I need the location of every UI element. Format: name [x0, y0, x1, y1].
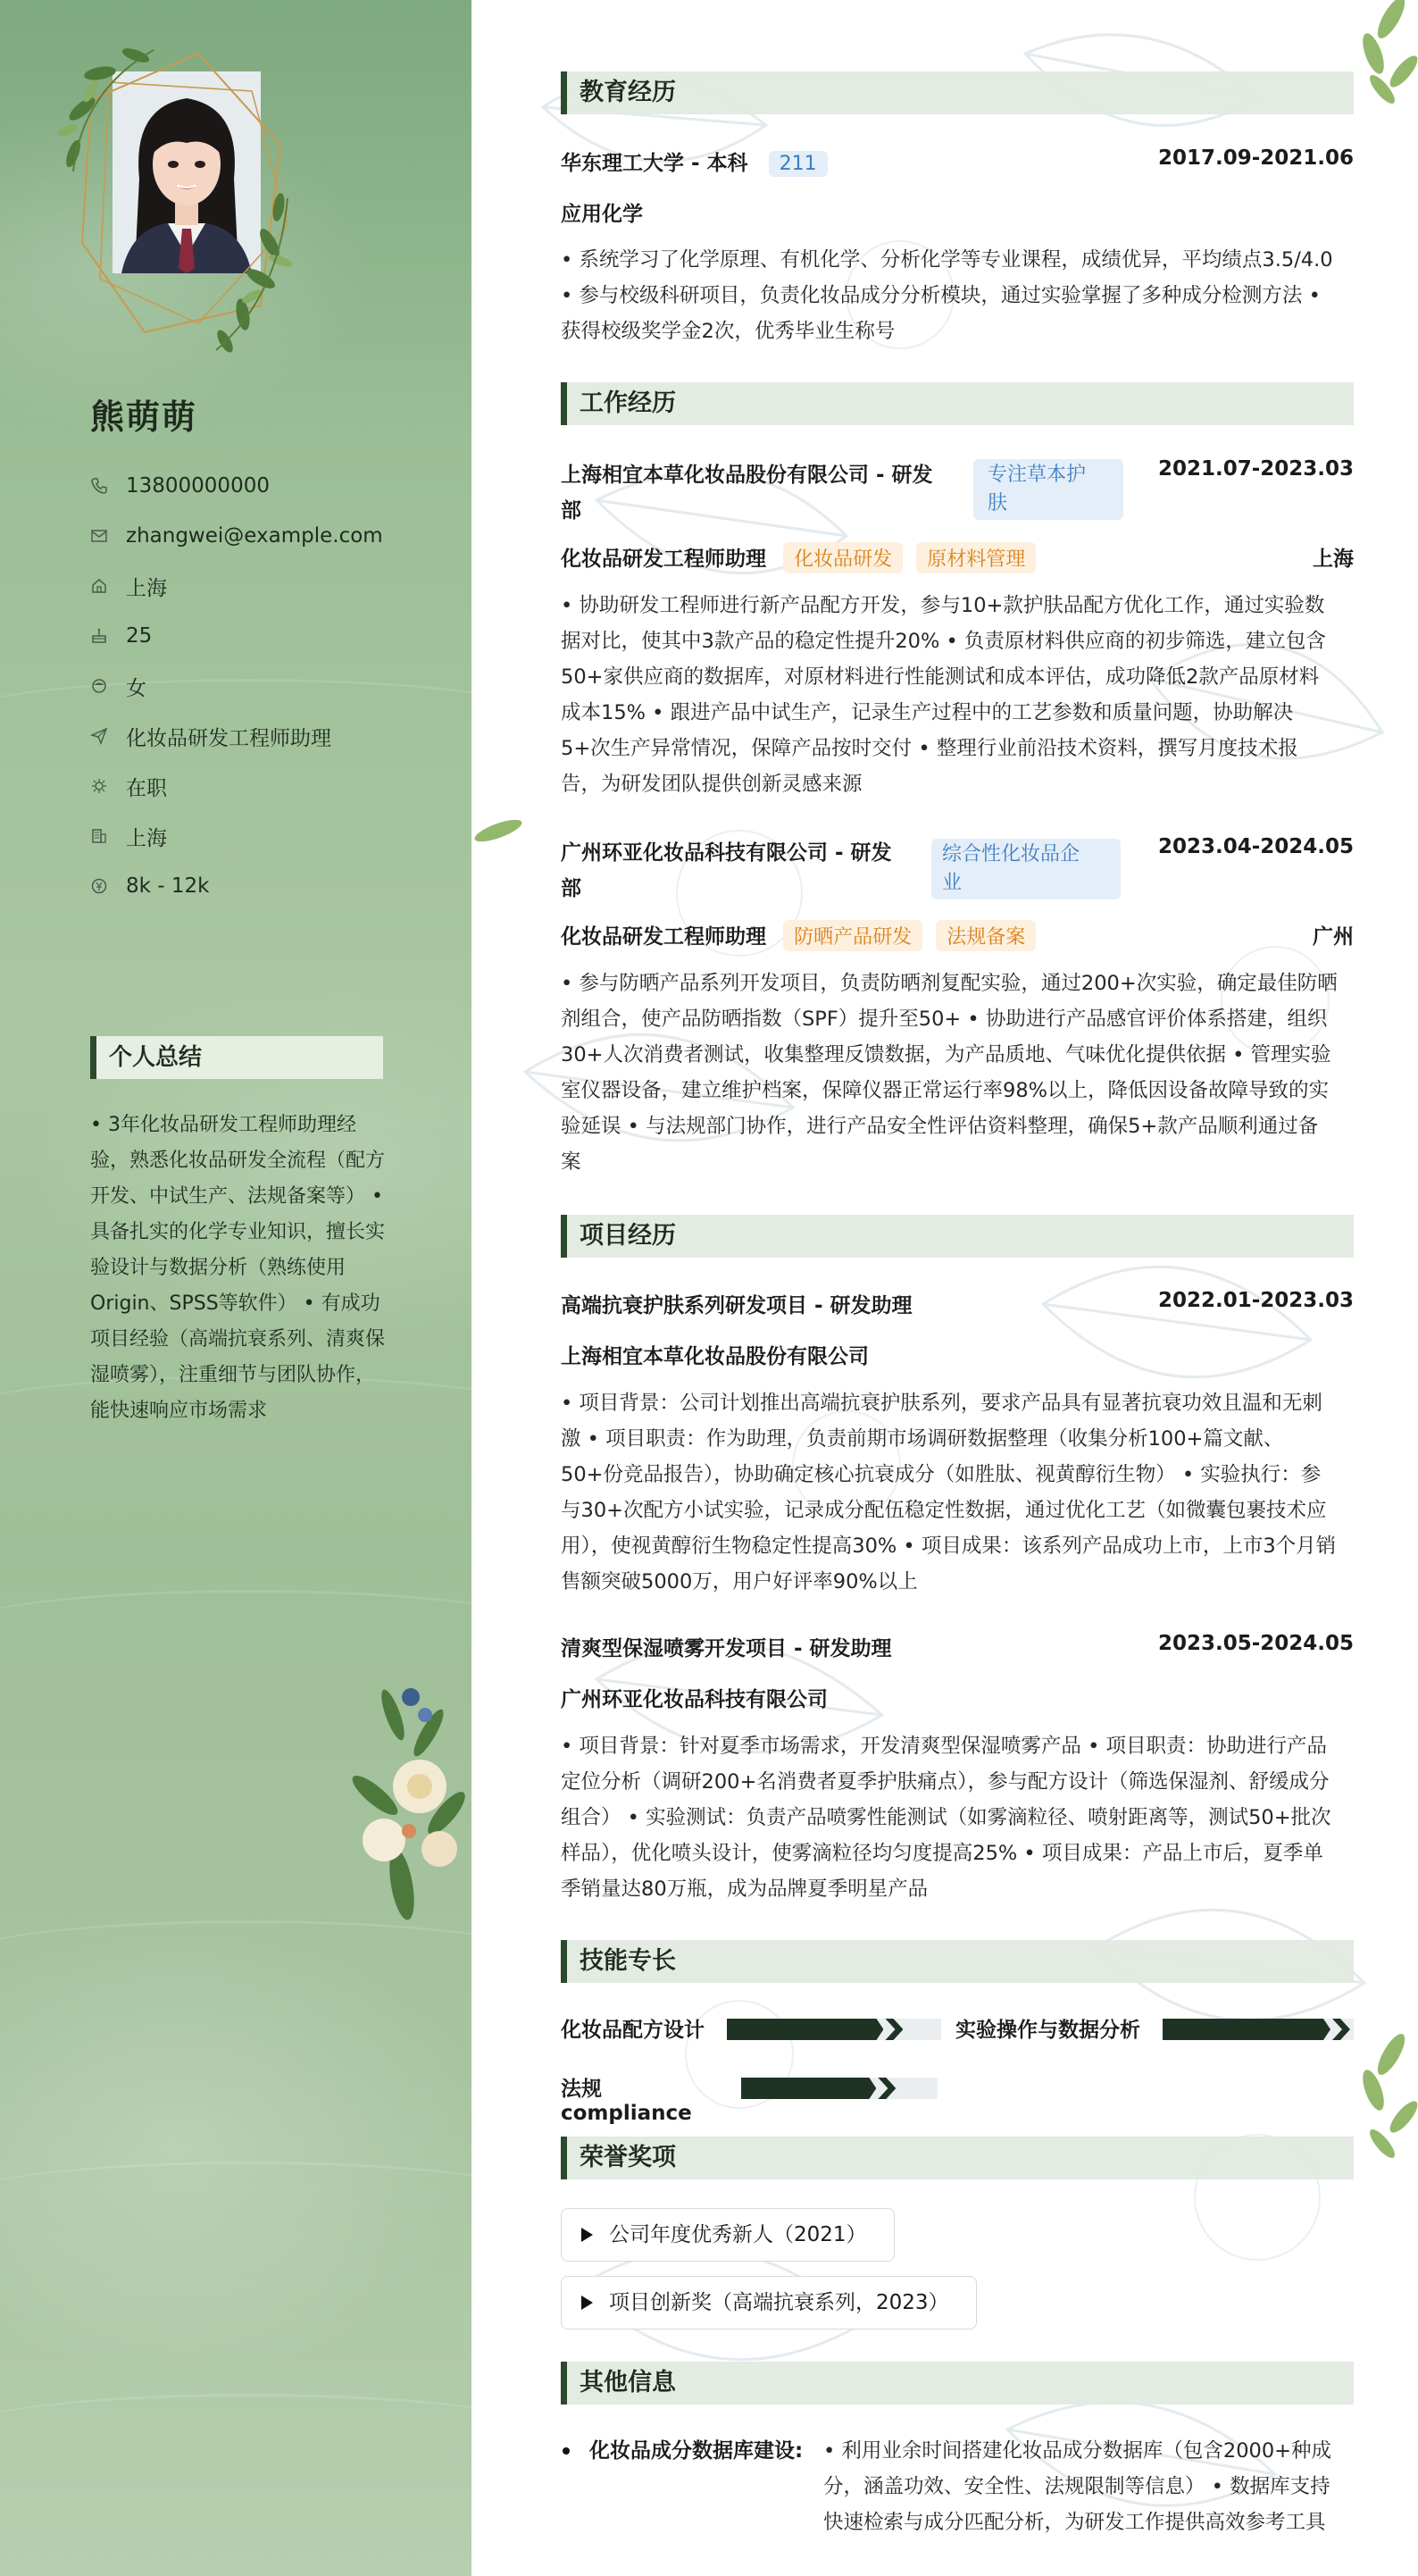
contact-text: 13800000000: [126, 474, 270, 498]
contact-text: 上海: [126, 576, 167, 600]
school-tag: 211: [769, 151, 828, 177]
contact-salary: [90, 861, 383, 911]
water-ripple: [0, 1590, 471, 1670]
home-icon: [90, 577, 108, 595]
salary-icon: [90, 877, 108, 895]
section-title-honors: 荣誉奖项: [561, 2137, 1354, 2179]
work-role-row: [561, 542, 1354, 573]
skill-bar-fill: [727, 2019, 883, 2040]
water-ripple: [0, 2394, 471, 2474]
other-info-label: 化妆品成分数据库建设:: [589, 2439, 804, 2463]
contact-status: [90, 761, 383, 811]
water-ripple: [0, 2162, 471, 2242]
contact-email: [90, 511, 383, 561]
wreath-icon: [46, 38, 314, 359]
summary-title: 个人总结: [90, 1036, 383, 1079]
company-name-line: 上海相宜本草化妆品股份有限公司 - 研发: [561, 464, 933, 487]
company-tag-line: 综合性化妆品企: [942, 843, 1080, 866]
profile-photo-frame: [46, 38, 314, 359]
skill-name: 化妆品配方设计: [561, 2019, 705, 2042]
education-description: • 系统学习了化学原理、有机化学、分析化学等专业课程，成绩优异，平均绩点3.5/4.0 • 参与校级科研项目，负责化妆品成分分析模块，通过实验掌握了多种成分检测方法 • 获得校级奖学金2次，优秀毕业生称号: [561, 248, 1333, 343]
job-role: 化妆品研发工程师助理: [561, 548, 766, 571]
skill-name: 实验操作与数据分析: [955, 2019, 1140, 2042]
project-name: 清爽型保湿喷雾开发项目 - 研发助理: [561, 1637, 892, 1660]
education-header: [561, 146, 1354, 177]
mail-icon: [90, 527, 108, 545]
skill-tag: 原材料管理: [916, 542, 1036, 573]
company-tag-line: 肤: [988, 492, 1008, 514]
section-title-education: 教育经历: [561, 71, 1354, 114]
contact-city: [90, 811, 383, 861]
company-tag-line: 业: [942, 872, 963, 894]
contact-text: 在职: [126, 776, 167, 800]
project-description: • 项目背景：公司计划推出高端抗衰护肤系列，要求产品具有显著抗衰功效且温和无刺激 • 项目职责：作为助理，负责前期市场调研数据整理（收集分析100+篇文献、50+份竞品报告），协助确定核心抗衰成分（如胜肽、视黄醇衍生物） • 实验执行：参与30+次配方小试实验，记录成分配伍稳定性数据，通过优化工艺（如微囊包裹技术应用），使视黄醇衍生物稳定性提高30% • 项目成果：该系列产品成功上市，上市3个月销售额突破5000万，用户好评率90%以上: [561, 1392, 1337, 1593]
work-item-header: [561, 457, 1354, 529]
contact-list: [90, 461, 383, 911]
other-info-text: • 利用业余时间搭建化妆品成分数据库（包含2000+种成分，涵盖功效、安全性、法规限制等信息） • 数据库支持快速检索与成分匹配分析，为研发工作提供高效参考工具: [823, 2439, 1332, 2534]
project-dates: 2022.01-2023.03: [1157, 1289, 1354, 1312]
cake-icon: [90, 627, 108, 645]
work-dates: 2021.07-2023.03: [1157, 457, 1354, 481]
skill-level-bar: [1163, 2019, 1354, 2040]
work-role-row: [561, 920, 1354, 951]
contact-text: 女: [126, 676, 146, 700]
project-dates: 2023.05-2024.05: [1157, 1632, 1354, 1655]
work-description: • 参与防晒产品系列开发项目，负责防晒剂复配实验，通过200+次实验，确定最佳防晒剂组合，使产品防晒指数（SPF）提升至50+ • 协助进行产品感官评价体系搭建，组织30+人次消费者测试，收集整理反馈数据，为产品质地、气味优化提供依据 • 管理实验室仪器设备，建立维护档案，保障仪器正常运行率98%以上，降低因设备故障导致的实验延误 • 与法规部门协作，进行产品安全性评估资料整理，确保5+款产品顺利通过备案: [561, 972, 1338, 1174]
skill-level-bar: [727, 2019, 941, 2040]
project-header: [561, 1289, 1354, 1318]
skill-level-bar: [741, 2078, 938, 2099]
work-city: 广州: [1313, 925, 1354, 949]
honor-item[interactable]: [561, 2276, 977, 2329]
work-dates: 2023.04-2024.05: [1157, 835, 1354, 858]
skill-bar-fill: [741, 2078, 876, 2099]
honor-text: 项目创新奖（高端抗衰系列，2023）: [609, 2291, 949, 2314]
building-icon: [90, 827, 108, 845]
contact-phone: [90, 461, 383, 511]
project-org: 广州环亚化妆品科技有限公司: [561, 1688, 828, 1711]
project-name: 高端抗衰护肤系列研发项目 - 研发助理: [561, 1294, 913, 1317]
skill-bar-fill: [1163, 2019, 1330, 2040]
contact-text: 25: [126, 624, 153, 648]
sidebar: [0, 0, 471, 2576]
company-name-line: 部: [561, 877, 581, 900]
summary-text: • 3年化妆品研发工程师助理经验，熟悉化妆品研发全流程（配方开发、中试生产、法规备案等） • 具备扎实的化学专业知识，擅长实验设计与数据分析（熟练使用Origin、SPSS等软件） • 有成功项目经验（高端抗衰系列、清爽保湿喷雾），注重细节与团队协作，能快速响应市场需求: [90, 1114, 386, 1422]
skill-name: 法规 compliance: [561, 2078, 692, 2125]
skill-tag: 法规备案: [936, 920, 1036, 951]
bullet-icon: [563, 2447, 570, 2455]
company-name-line: 广州环亚化妆品科技有限公司 - 研发: [561, 841, 892, 865]
expand-triangle-icon: [581, 2296, 593, 2310]
honor-text: 公司年度优秀新人（2021）: [609, 2223, 867, 2246]
project-description: • 项目背景：针对夏季市场需求，开发清爽型保湿喷雾产品 • 项目职责：协助进行产品定位分析（调研200+名消费者夏季护肤痛点），参与配方设计（筛选保湿剂、舒缓成分组合） • 实验测试：负责产品喷雾性能测试（如雾滴粒径、喷射距离等，测试50+批次样品），优化喷头设计，使雾滴粒径均匀度提高25% • 项目成果：产品上市后，夏季单季销量达80万瓶，成为品牌夏季明星产品: [561, 1735, 1331, 1901]
flower-decoration-icon: [339, 1661, 471, 1947]
company-tag-line: 专注草本护: [988, 464, 1087, 486]
contact-text: zhangwei@example.com: [126, 524, 383, 548]
gender-icon: [90, 677, 108, 695]
contact-age: [90, 611, 383, 661]
main-content: [471, 0, 1418, 2576]
work-city: 上海: [1313, 548, 1354, 571]
status-icon: [90, 777, 108, 795]
company-name: [561, 835, 927, 907]
contact-location: [90, 561, 383, 611]
section-title-projects: 项目经历: [561, 1215, 1354, 1258]
company-name-line: 部: [561, 499, 581, 523]
contact-position: [90, 711, 383, 761]
send-icon: [90, 727, 108, 745]
education-dates: 2017.09-2021.06: [1157, 146, 1354, 170]
company-tag: [931, 839, 1121, 899]
major: 应用化学: [561, 203, 643, 226]
company-tag: [973, 459, 1123, 520]
contact-text: 8k - 12k: [126, 874, 210, 898]
contact-text: 上海: [126, 826, 167, 850]
section-title-skills: 技能专长: [561, 1940, 1354, 1983]
skill-tag: 防晒产品研发: [783, 920, 922, 951]
expand-triangle-icon: [581, 2228, 593, 2242]
section-title-other: 其他信息: [561, 2362, 1354, 2405]
work-item-header: [561, 835, 1354, 907]
contact-gender: [90, 661, 383, 711]
project-header: [561, 1632, 1354, 1661]
skill-tag: 化妆品研发: [783, 542, 903, 573]
project-org: 上海相宜本草化妆品股份有限公司: [561, 1345, 869, 1368]
work-description: • 协助研发工程师进行新产品配方开发，参与10+款护肤品配方优化工作，通过实验数据对比，使其中3款产品的稳定性提升20% • 负责原材料供应商的初步筛选，建立包含50+家供应商的数据库，对原材料进行性能测试和成本评估，成功降低2款产品原材料成本15% • 跟进产品中试生产，记录生产过程中的工艺参数和质量问题，协助解决5+次生产异常情况，保障产品按时交付 • 整理行业前沿技术资料，撰写月度技术报告，为研发团队提供创新灵感来源: [561, 594, 1326, 796]
job-role: 化妆品研发工程师助理: [561, 925, 766, 949]
candidate-name: 熊萌萌: [90, 397, 198, 437]
school-name: 华东理工大学 - 本科: [561, 152, 748, 175]
company-name: [561, 457, 963, 529]
phone-icon: [90, 477, 108, 495]
contact-text: 化妆品研发工程师助理: [126, 726, 331, 750]
section-title-work: 工作经历: [561, 382, 1354, 425]
honor-item[interactable]: [561, 2208, 895, 2262]
